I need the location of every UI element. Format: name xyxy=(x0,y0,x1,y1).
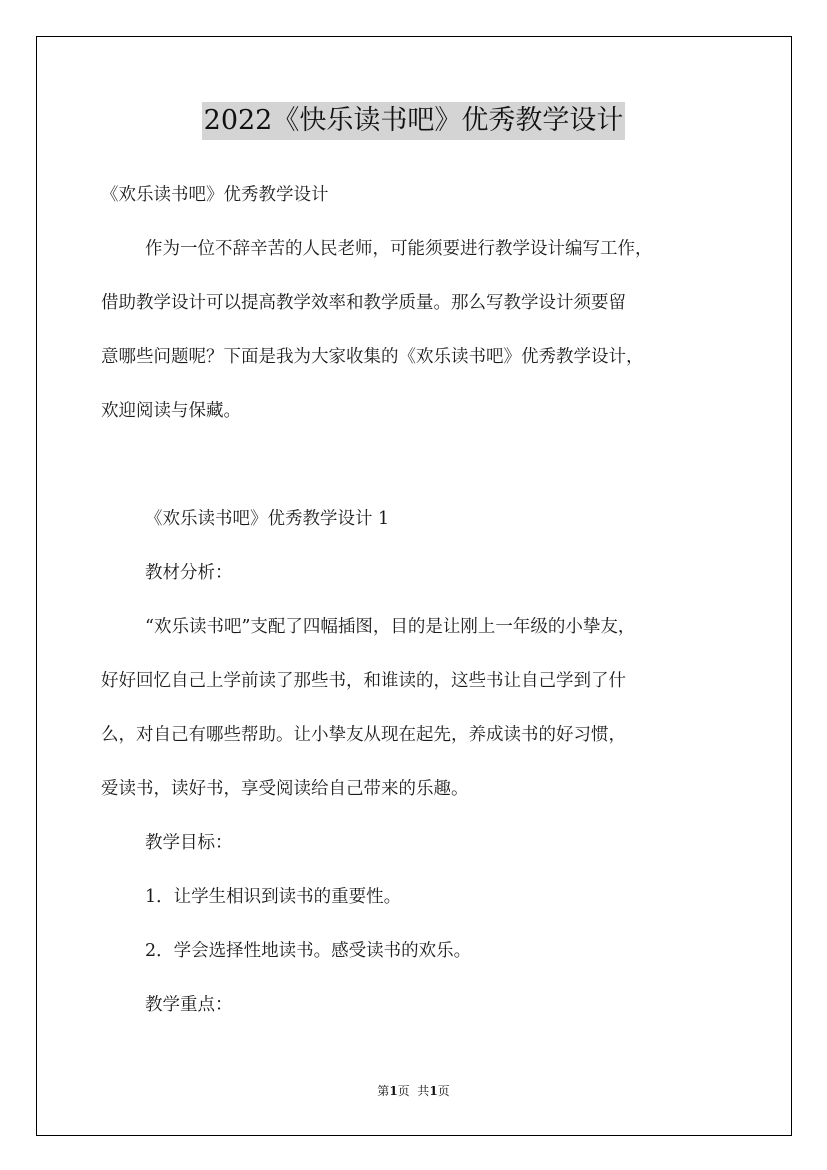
key-points-heading: 教学重点： xyxy=(145,995,233,1015)
footer-page-suffix: 页 xyxy=(437,1084,450,1098)
analysis-line-2: 好好回忆自己上学前读了那些书，和谁读的，这些书让自己学到了什 xyxy=(101,671,626,691)
intro-line-3: 意哪些问题呢？下面是我为大家收集的《欢乐读书吧》优秀教学设计， xyxy=(101,347,644,367)
document-subtitle: 《欢乐读书吧》优秀教学设计 xyxy=(101,185,329,205)
goal-item-2: 2．学会选择性地读书。感受读书的欢乐。 xyxy=(145,941,472,961)
footer-page-total: 1 xyxy=(429,1084,438,1098)
footer-page-prefix: 第 xyxy=(377,1084,390,1098)
section-heading: 《欢乐读书吧》优秀教学设计 1 xyxy=(145,509,390,529)
intro-line-1: 作为一位不辞辛苦的人民老师，可能须要进行教学设计编写工作， xyxy=(145,239,653,259)
title-container xyxy=(0,102,827,140)
analysis-heading: 教材分析： xyxy=(145,563,233,583)
analysis-line-4: 爱读书，读好书，享受阅读给自己带来的乐趣。 xyxy=(101,779,469,799)
intro-line-4: 欢迎阅读与保藏。 xyxy=(101,401,241,421)
page-footer xyxy=(0,1083,827,1099)
goal-item-1: 1．让学生相识到读书的重要性。 xyxy=(145,887,402,907)
intro-line-2: 借助教学设计可以提高教学效率和教学质量。那么写教学设计须要留 xyxy=(101,293,626,313)
document-title: 2022《快乐读书吧》优秀教学设计 xyxy=(202,102,626,140)
goals-heading: 教学目标： xyxy=(145,833,233,853)
analysis-line-1: “欢乐读书吧”支配了四幅插图，目的是让刚上一年级的小挚友， xyxy=(145,617,636,637)
footer-page-mid: 页 共 xyxy=(397,1084,430,1098)
analysis-line-3: 么，对自己有哪些帮助。让小挚友从现在起先，养成读书的好习惯， xyxy=(101,725,626,745)
footer-page-current: 1 xyxy=(389,1084,398,1098)
